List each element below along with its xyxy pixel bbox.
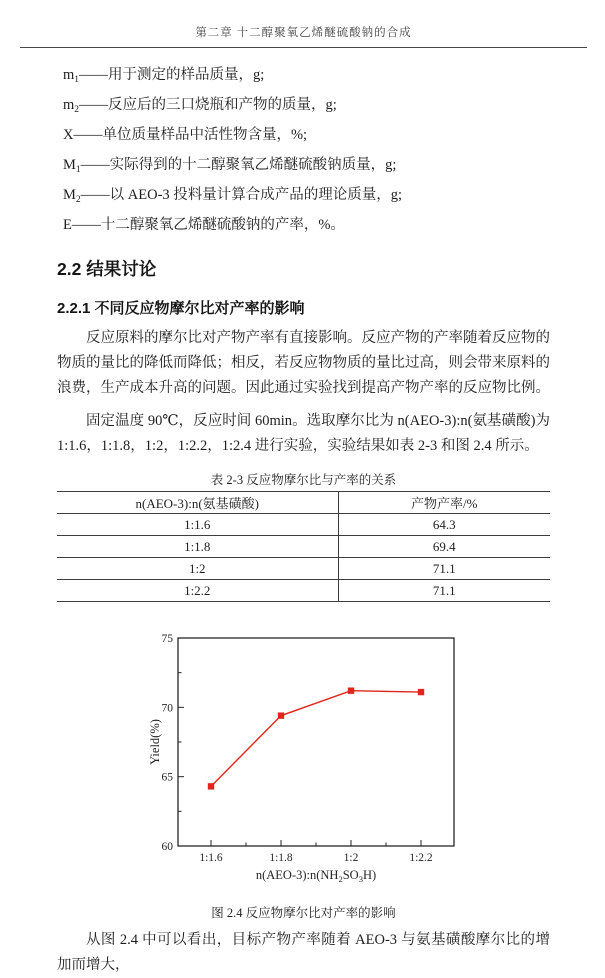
definition-text: ——单位质量样品中活性物含量，%; (73, 127, 308, 143)
cell-yield: 71.1 (338, 580, 550, 602)
x-tick-label: 1:1.6 (198, 852, 223, 864)
x-tick-label: 1:1.8 (268, 852, 293, 864)
cell-yield: 64.3 (338, 514, 550, 536)
y-tick-label: 60 (161, 841, 173, 853)
cell-yield: 71.1 (338, 558, 550, 580)
symbol-base: m (63, 67, 75, 83)
table-row (57, 536, 550, 558)
cell-ratio: 1:2 (57, 558, 338, 580)
table-header-yield: 产物产率/% (338, 492, 550, 514)
molar-ratio-table (57, 491, 550, 602)
definition-text: ——反应后的三口烧瓶和产物的质量，g; (79, 97, 337, 113)
y-tick-label: 75 (161, 633, 173, 645)
cell-ratio: 1:1.6 (57, 514, 338, 536)
symbol-base: X (63, 127, 74, 143)
symbol-sub: 2 (74, 105, 80, 115)
x-tick-label: 1:2 (343, 852, 358, 864)
data-point-marker (417, 689, 423, 695)
cell-yield: 69.4 (338, 536, 550, 558)
y-tick-label: 65 (161, 771, 173, 784)
symbol-sub: 1 (75, 165, 81, 175)
symbol-sub: 2 (75, 195, 81, 205)
table-header-row (57, 492, 550, 514)
definition-line-x (63, 123, 550, 153)
definition-text: ——以 AEO-3 投料量计算合成产品的理论质量，g; (80, 187, 403, 203)
y-tick-label: 70 (161, 702, 173, 715)
definition-line-m2 (63, 93, 550, 123)
data-point-marker (277, 712, 283, 718)
section-heading: 2.2 结果讨论 (57, 259, 157, 279)
definition-line-E (63, 213, 550, 243)
figure-caption: 图 2.4 反应物摩尔比对产率的影响 (211, 906, 396, 920)
paragraph-1: 反应原料的摩尔比对产物产率有直接影响。反应产物的产率随着反应物的物质的量比的降低而降低；相反，若反应物物质的量比过高，则会带来原料的浪费，生产成本升高的问题。因此通过实验找到提高产物产率的反应物比例。 (57, 330, 550, 396)
table-row (57, 580, 550, 602)
y-axis-title: Yield(%) (147, 719, 162, 765)
cell-ratio: 1:1.8 (57, 536, 338, 558)
definition-line-M1 (63, 153, 550, 183)
yield-chart-figure (148, 633, 460, 890)
symbol-base: E (63, 217, 72, 233)
subsection-heading: 2.2.1 不同反应物摩尔比对产率的影响 (57, 300, 305, 317)
data-point-marker (207, 783, 213, 789)
plot-frame (178, 638, 454, 846)
paragraph-2: 固定温度 90℃，反应时间 60min。选取摩尔比为 n(AEO-3):n(氨基磺酸)为 1:1.6，1:1.8，1:2，1:2.2，1:2.4 进行实验，实验结果如表 2-3 和图 2.4 所示。 (57, 413, 550, 454)
table-header-ratio: n(AEO-3):n(氨基磺酸) (57, 492, 338, 514)
definition-line-m1 (63, 63, 550, 93)
definition-line-M2 (63, 183, 550, 213)
symbol-base: m (63, 97, 75, 113)
symbol-base: M (63, 187, 76, 203)
symbol-definitions (63, 63, 550, 243)
table-caption: 表 2-3 反应物摩尔比与产率的关系 (210, 473, 397, 487)
running-head: 第二章 十二醇聚氧乙烯醚硫酸钠的合成 (20, 24, 587, 48)
yield-line (211, 691, 421, 787)
symbol-base: M (63, 157, 76, 173)
table-row (57, 514, 550, 536)
x-axis-title: $n(AEO-3):n(NH_2SO_3H)$ (255, 868, 376, 884)
cell-ratio: 1:2.2 (57, 580, 338, 602)
x-tick-label: 1:2.2 (408, 852, 433, 864)
symbol-sub: 1 (74, 75, 80, 85)
paragraph-3: 从图 2.4 中可以看出，目标产物产率随着 AEO-3 与氨基磺酸摩尔比的增加而增大， (57, 932, 550, 973)
definition-text: ——用于测定的样品质量，g; (79, 67, 265, 83)
table-row (57, 558, 550, 580)
definition-text: ——十二醇聚氧乙烯醚硫酸钠的产率，%。 (71, 217, 345, 233)
data-point-marker (347, 687, 353, 693)
definition-text: ——实际得到的十二醇聚氧乙烯醚硫酸钠质量，g; (80, 157, 397, 173)
yield-line-chart (148, 633, 460, 885)
